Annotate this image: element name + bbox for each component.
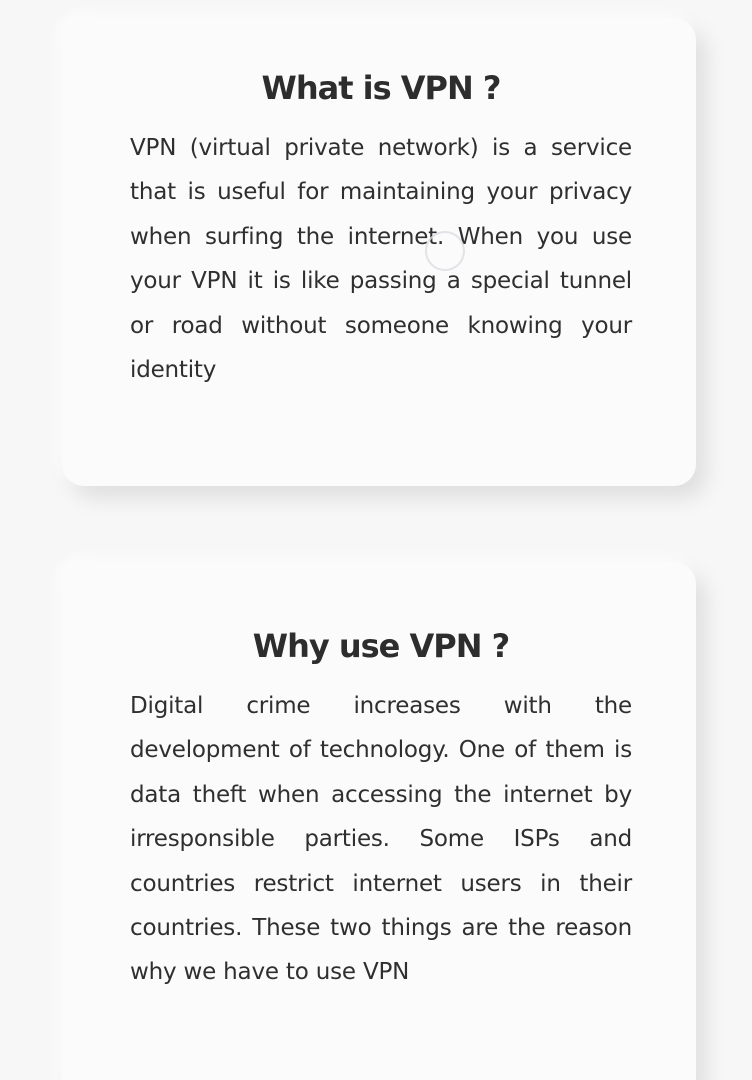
what-is-vpn-description: VPN (virtual private network) is a service that is useful for maintaining your privacy when surfing the internet. When you use your VPN it is like passing a special tunnel or road without someone knowing your identity: [130, 135, 632, 384]
why-use-vpn-description: Digital crime increases with the development of technology. One of them is data theft when accessing the internet by irresponsible parties. Some ISPs and countries restrict internet users in their countries. These two things are the reason why we have to use VPN: [130, 693, 632, 986]
why-use-vpn-card: [62, 562, 696, 1080]
what-is-vpn-title: What is VPN ?: [261, 69, 501, 107]
what-is-vpn-card: [62, 18, 696, 486]
why-use-vpn-title: Why use VPN ?: [252, 627, 510, 665]
